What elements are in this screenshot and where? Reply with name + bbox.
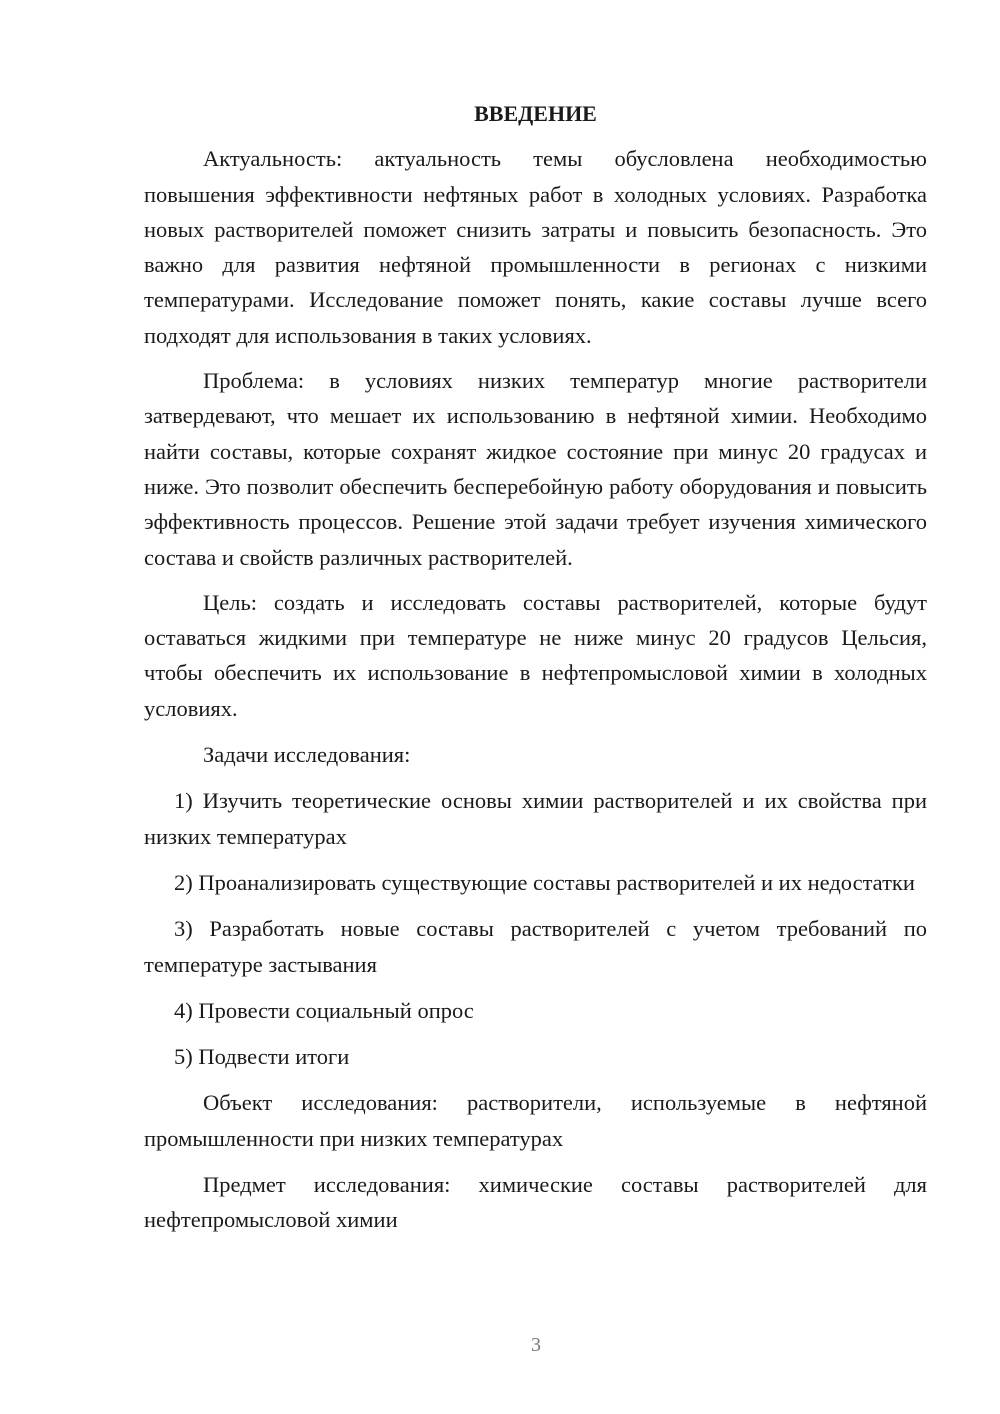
paragraph-problem: Проблема: в условиях низких температур многие растворители затвердевают, что мешает их использованию в нефтяной химии. Необходимо найти составы, которые сохранят жидкое состояние при минус 20 градусах и ниже. Это позволит обеспечить бесперебойную работу оборудования и повысить эффективность процессов. Решение этой задачи требует изучения химического состава и свойств различных растворителей. bbox=[144, 368, 927, 570]
paragraph-subject: Предмет исследования: химические составы растворителей для нефтепромысловой химии bbox=[144, 1172, 927, 1233]
task-item-2: 2) Проанализировать существующие составы растворителей и их недостатки bbox=[174, 869, 915, 895]
task-item-3: 3) Разработать новые составы растворителей с учетом требований по температуре застывания bbox=[144, 916, 927, 977]
task-item-5: 5) Подвести итоги bbox=[174, 1044, 350, 1070]
task-item-1: 1) Изучить теоретические основы химии растворителей и их свойства при низких температурах bbox=[144, 788, 927, 849]
page-body bbox=[144, 96, 927, 1238]
section-title: ВВЕДЕНИЕ bbox=[474, 101, 597, 126]
paragraph-relevance: Актуальность: актуальность темы обусловлена необходимостью повышения эффективности нефтяных работ в холодных условиях. Разработка новых растворителей поможет снизить затраты и повысить безопасность. Это важно для развития нефтяной промышленности в регионах с низкими температурами. Исследование поможет понять, какие составы лучше всего подходят для использования в таких условиях. bbox=[144, 146, 927, 348]
task-item-4: 4) Провести социальный опрос bbox=[174, 997, 474, 1023]
paragraph-goal: Цель: создать и исследовать составы растворителей, которые будут оставаться жидкими при температуре не ниже минус 20 градусов Цельсия, чтобы обеспечить их использование в нефтепромысловой химии в холодных условиях. bbox=[144, 589, 927, 721]
page-number: 3 bbox=[531, 1334, 541, 1356]
tasks-heading: Задачи исследования: bbox=[203, 742, 411, 768]
paragraph-object: Объект исследования: растворители, используемые в нефтяной промышленности при низких температурах bbox=[144, 1090, 927, 1151]
